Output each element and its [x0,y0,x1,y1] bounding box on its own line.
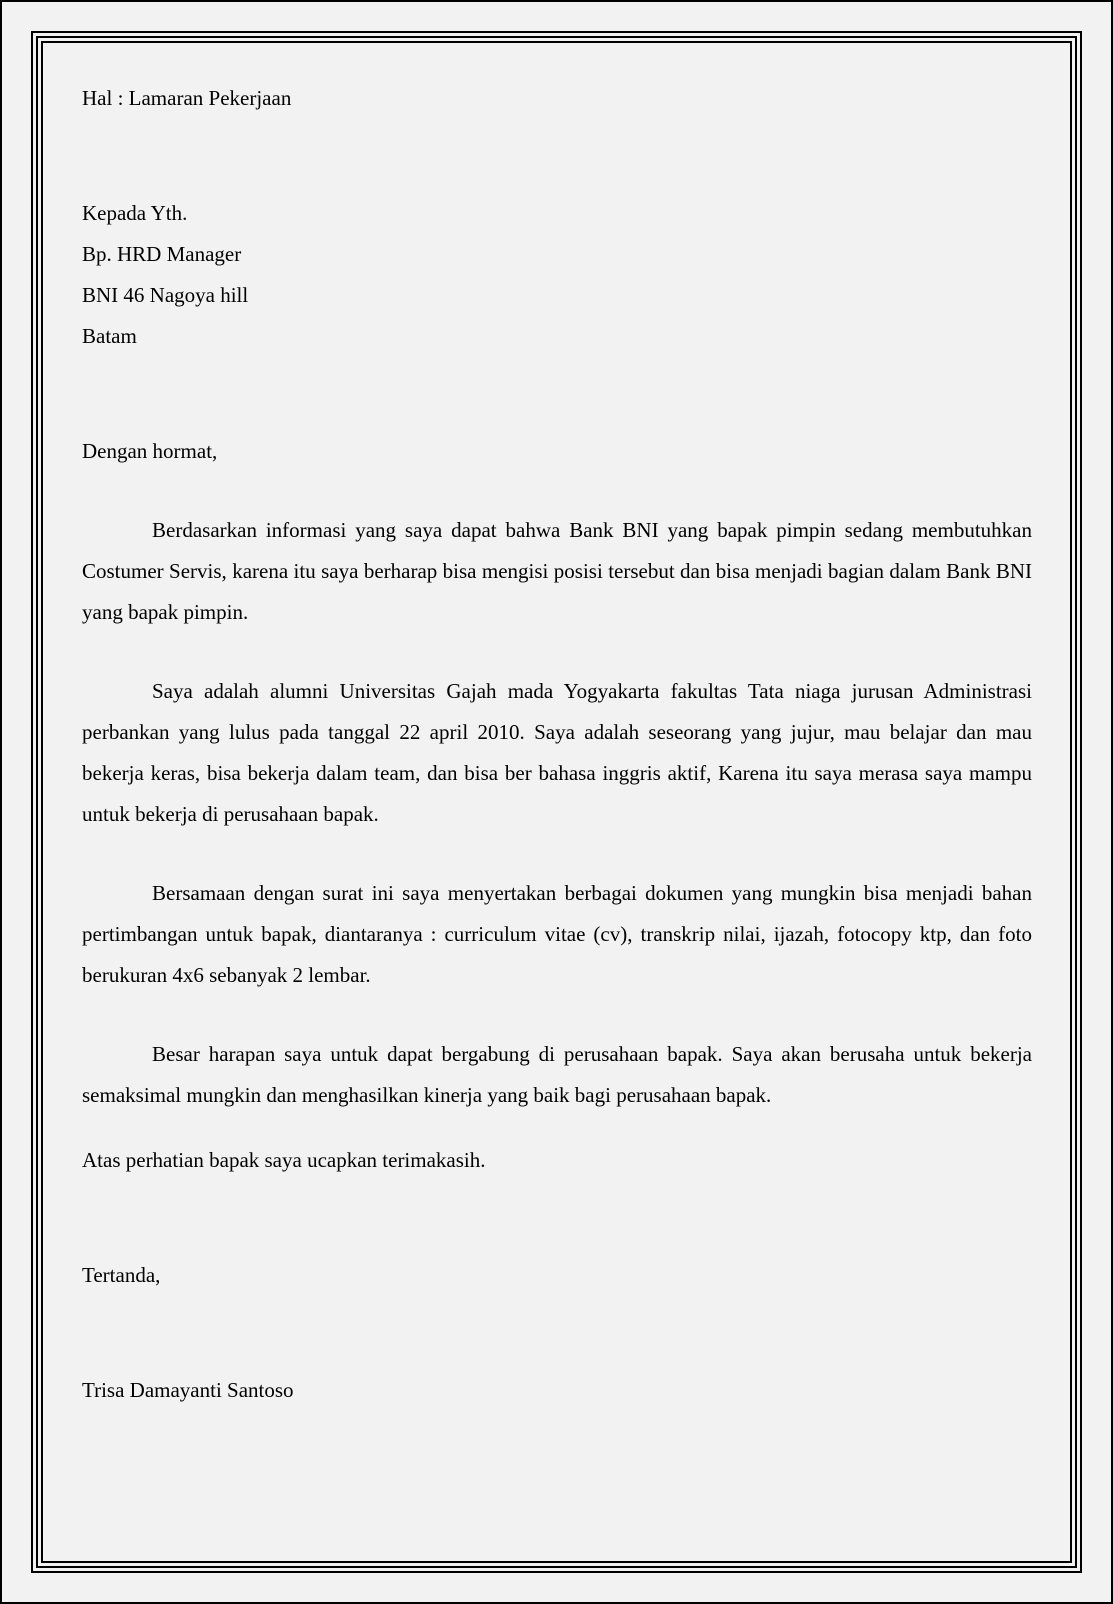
recipient-line-1: Kepada Yth. [82,201,188,225]
paragraph-2: Saya adalah alumni Universitas Gajah mada Yogyakarta fakultas Tata niaga jurusan Administrasi perbankan yang lulus pada tanggal 22 april 2010. Saya adalah seseorang yang jujur, mau belajar dan mau bekerja keras, bisa bekerja dalam team, dan bisa ber bahasa inggris aktif, Karena itu saya merasa saya mampu untuk bekerja di perusahaan bapak. [82,679,1032,826]
spacer [82,357,1032,431]
spacer [82,996,1032,1034]
spacer [82,835,1032,873]
paragraph-4: Besar harapan saya untuk dapat bergabung di perusahaan bapak. Saya akan berusaha untuk bekerja semaksimal mungkin dan menghasilkan kinerja yang baik bagi perusahaan bapak. [82,1042,1032,1107]
letter-body [82,78,1032,1411]
spacer [82,119,1032,193]
letter-subject: Hal : Lamaran Pekerjaan [82,86,292,110]
spacer [82,1296,1032,1370]
recipient-line-3: BNI 46 Nagoya hill [82,283,249,307]
signature-name: Trisa Damayanti Santoso [82,1378,294,1402]
spacer [82,1116,1032,1140]
signoff: Tertanda, [82,1263,161,1287]
greeting: Dengan hormat, [82,439,218,463]
recipient-line-4: Batam [82,324,137,348]
paragraph-3: Bersamaan dengan surat ini saya menyertakan berbagai dokumen yang mungkin bisa menjadi bahan pertimbangan untuk bapak, diantaranya : curriculum vitae (cv), transkrip nilai, ijazah, fotocopy ktp, dan foto berukuran 4x6 sebanyak 2 lembar. [82,881,1032,987]
spacer [82,1181,1032,1255]
recipient-block [82,193,1032,357]
paragraph-1: Berdasarkan informasi yang saya dapat bahwa Bank BNI yang bapak pimpin sedang membutuhkan Costumer Servis, karena itu saya berharap bisa mengisi posisi tersebut dan bisa menjadi bagian dalam Bank BNI yang bapak pimpin. [82,518,1032,624]
spacer [82,472,1032,510]
closing-line: Atas perhatian bapak saya ucapkan terimakasih. [82,1148,486,1172]
recipient-line-2: Bp. HRD Manager [82,242,242,266]
spacer [82,633,1032,671]
